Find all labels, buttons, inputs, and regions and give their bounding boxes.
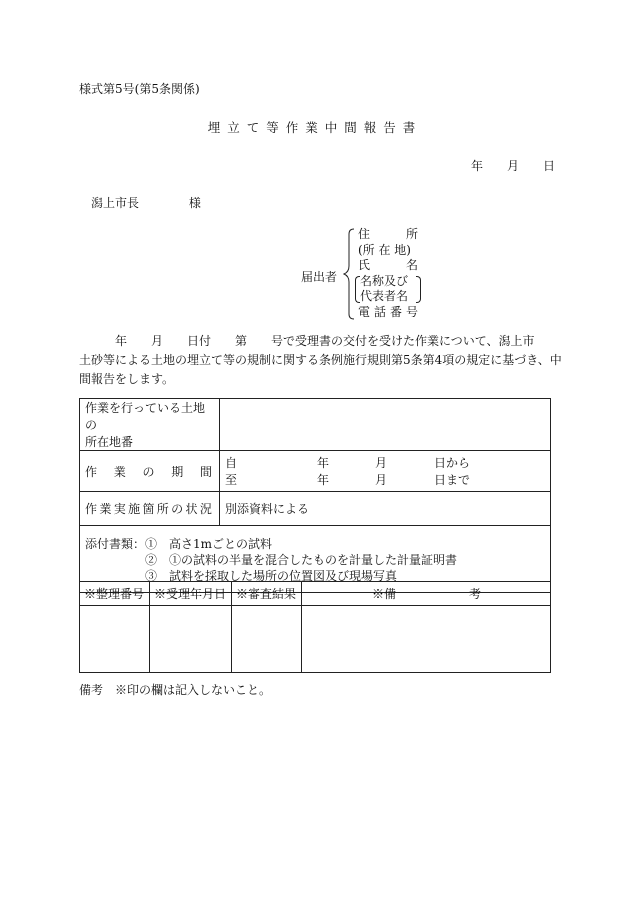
value-remarks[interactable] xyxy=(302,606,551,673)
applicant-label: 届出者 xyxy=(301,270,338,284)
header-reference-no: ※整理番号 xyxy=(80,582,150,606)
body-paragraph xyxy=(79,332,562,389)
period-from: 自 年 月 日から xyxy=(225,456,471,470)
document-title: 埋立て等作業中間報告書 xyxy=(207,120,423,135)
date-day: 日 xyxy=(543,159,556,173)
left-brace-icon xyxy=(343,228,357,320)
header-receipt-date: ※受理年月日 xyxy=(150,582,232,606)
status-value[interactable]: 別添資料による xyxy=(220,492,551,526)
attachment-item: ② ①の試料の半量を混合したものを計量した計量証明書 xyxy=(145,553,458,567)
location-label: 作業を行っている土地の 所在地番 xyxy=(80,399,220,451)
field-phone: 電 話 番 号 xyxy=(358,304,418,319)
body-line-1: 年 月 日付 第 号で受理書の交付を受けた作業について、潟上市 xyxy=(79,334,535,348)
field-location: (所 在 地) xyxy=(358,242,411,257)
footnote: 備考 ※印の欄は記入しないこと。 xyxy=(79,683,272,697)
date-month: 月 xyxy=(507,159,520,173)
field-corp-name-box xyxy=(358,274,418,305)
date-year: 年 xyxy=(471,159,484,173)
row-period xyxy=(80,451,551,492)
attachments-label: 添付書類： xyxy=(85,537,146,551)
status-label: 作 業 実 施 箇 所 の 状 況 xyxy=(80,492,220,526)
period-to: 至 年 月 日まで xyxy=(225,473,471,487)
office-value-row xyxy=(80,606,551,673)
location-value[interactable] xyxy=(220,399,551,451)
office-header-row xyxy=(80,582,551,606)
header-review-result: ※審査結果 xyxy=(232,582,302,606)
value-review-result[interactable] xyxy=(232,606,302,673)
applicant-fields xyxy=(358,227,418,321)
addressee-honorific: 様 xyxy=(188,196,201,210)
date-line xyxy=(471,157,555,174)
field-corp-name: 名称及び xyxy=(360,273,409,288)
report-table xyxy=(79,398,551,593)
period-label: 作 業 の 期 間 xyxy=(80,451,220,492)
office-use-table xyxy=(79,581,551,673)
period-value[interactable] xyxy=(220,451,551,492)
body-line-3: 間報告をします。 xyxy=(79,372,175,386)
header-remarks: ※備 考 xyxy=(302,582,551,606)
row-location xyxy=(80,399,551,451)
attachment-item: ① 高さ1mごとの試料 xyxy=(145,537,273,551)
field-name: 氏 名 xyxy=(358,258,418,273)
field-address: 住 所 xyxy=(358,227,418,241)
field-representative: 代表者名 xyxy=(360,289,409,304)
addressee-mayor: 潟上市長 xyxy=(91,196,140,210)
attachment-item: ③ 試料を採取した場所の位置図及び現場写真 xyxy=(145,569,398,583)
form-number: 様式第5号(第5条関係) xyxy=(79,82,200,96)
value-reference-no[interactable] xyxy=(80,606,150,673)
addressee xyxy=(91,194,201,211)
value-receipt-date[interactable] xyxy=(150,606,232,673)
body-line-2: 土砂等による土地の埋立て等の規制に関する条例施行規則第5条第4項の規定に基づき、中 xyxy=(79,353,562,367)
row-status xyxy=(80,492,551,526)
